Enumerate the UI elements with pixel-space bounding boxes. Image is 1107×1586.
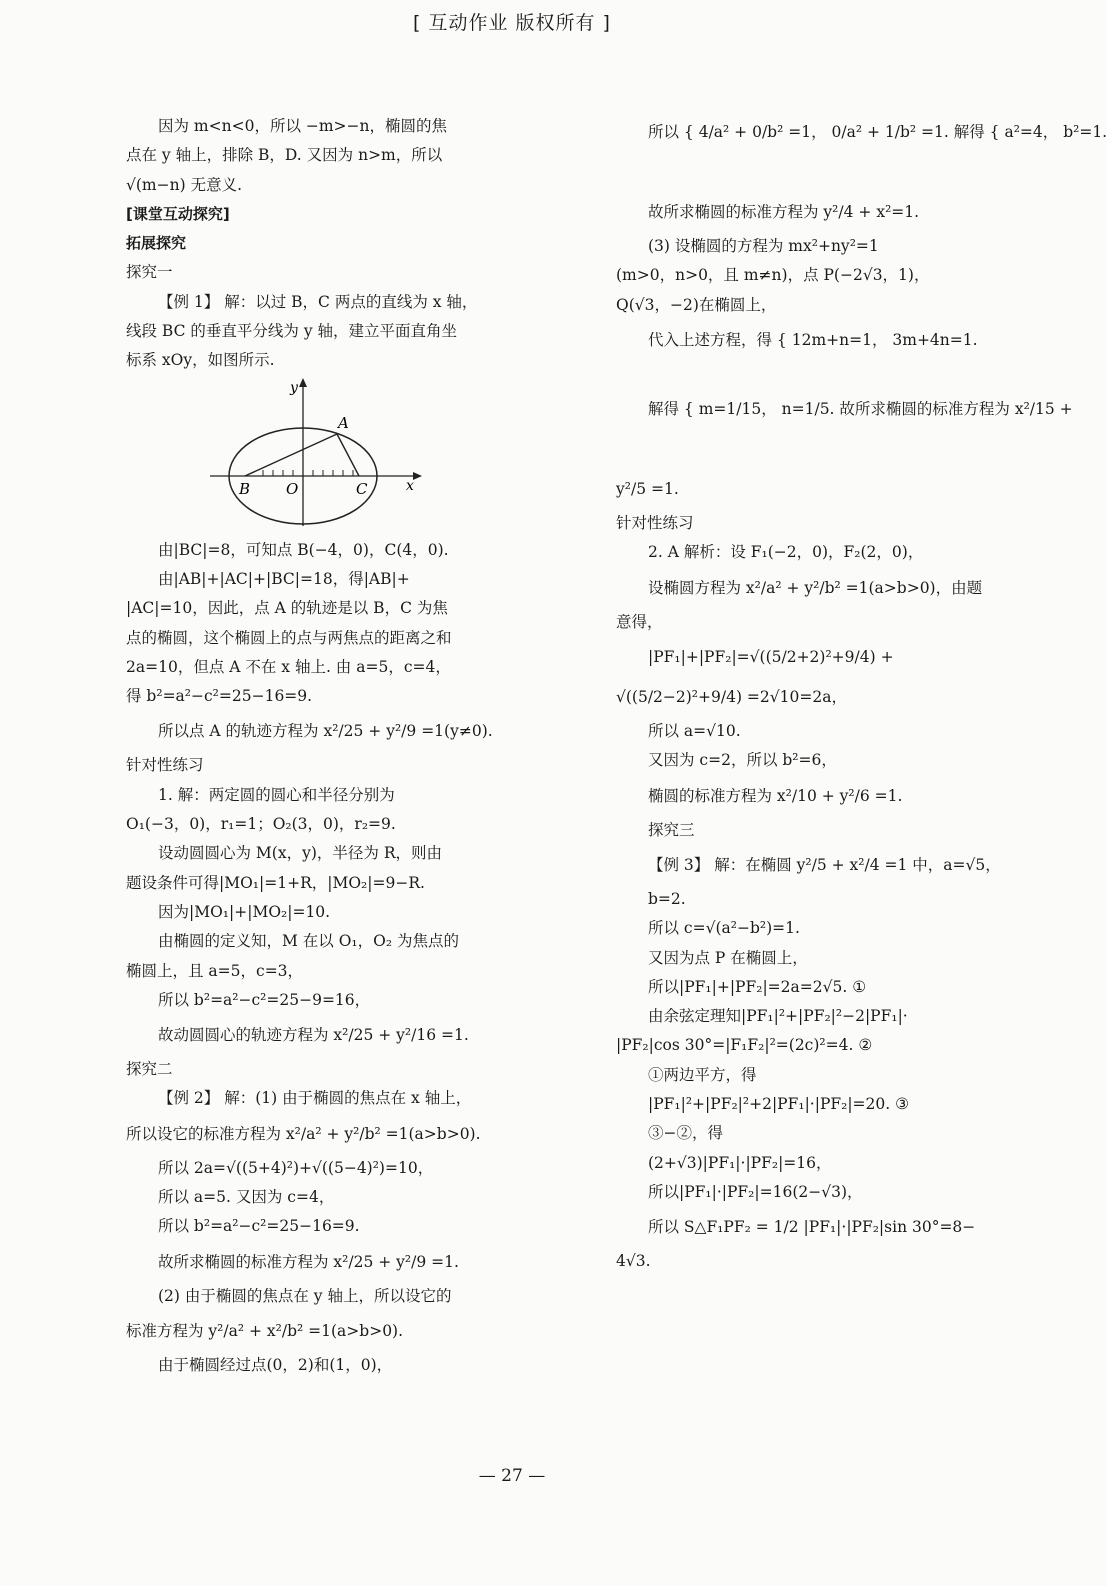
left-text-line: 针对性练习 <box>126 756 204 775</box>
right-text-line: 所以 a=√10. <box>648 722 741 741</box>
right-text-line: 探究三 <box>648 820 695 839</box>
right-text-line: Q(√3，−2)在椭圆上， <box>616 295 777 314</box>
y-axis-label: y <box>290 379 298 396</box>
right-text-line: 2. A 解析：设 F₁(−2，0)，F₂(2，0)， <box>648 543 924 562</box>
right-text-line: b=2. <box>648 889 686 908</box>
right-text-line: ①两边平方，得 <box>648 1065 757 1084</box>
page-header: [ 互动作业 版权所有 ] <box>413 12 611 34</box>
left-text-line: 因为 m<n<0，所以 −m>−n，椭圆的焦 <box>158 117 448 135</box>
left-text-line: 由|AB|+|AC|+|BC|=18，得|AB|+ <box>158 569 410 588</box>
point-c-label: C <box>356 479 368 498</box>
origin-label: O <box>286 479 299 498</box>
right-text-line: 所以 S△F₁PF₂ = 1/2 |PF₁|·|PF₂|sin 30°=8− <box>648 1218 976 1237</box>
x-axis-arrow <box>413 472 422 480</box>
left-text-line: 所以 a=5. 又因为 c=4， <box>158 1188 335 1207</box>
y-axis-arrow <box>299 378 307 387</box>
left-text-line: 由|BC|=8，可知点 B(−4，0)，C(4，0). <box>158 540 449 559</box>
right-text-line: 故所求椭圆的标准方程为 y²/4 + x²=1. <box>648 203 920 221</box>
left-text-line: 由椭圆的定义知，M 在以 O₁，O₂ 为焦点的 <box>158 932 459 951</box>
left-text-line: 点在 y 轴上，排除 B，D. 又因为 n>m，所以 <box>126 146 443 165</box>
right-text-line: 4√3. <box>616 1252 651 1271</box>
right-text-line: 针对性练习 <box>616 514 694 533</box>
right-text-line: (2+√3)|PF₁|·|PF₂|=16， <box>648 1153 832 1172</box>
left-text-line: 【例 1】 解：以过 B，C 两点的直线为 x 轴， <box>158 292 478 311</box>
left-text-line: 线段 BC 的垂直平分线为 y 轴，建立平面直角坐 <box>126 322 458 341</box>
left-text-line: |AC|=10，因此，点 A 的轨迹是以 B，C 为焦 <box>126 599 448 618</box>
point-b-label: B <box>239 479 251 498</box>
point-a-label: A <box>338 413 349 432</box>
right-text-line: |PF₁|²+|PF₂|²+2|PF₁|·|PF₂|=20. ③ <box>648 1095 910 1114</box>
left-text-line: 探究一 <box>126 263 173 282</box>
right-text-line: 代入上述方程，得 { 12m+n=1， 3m+4n=1. <box>648 330 978 349</box>
left-text-line: 标系 xOy，如图所示. <box>126 351 275 370</box>
segment-ac <box>337 434 359 476</box>
left-text-line: 【例 2】 解：(1) 由于椭圆的焦点在 x 轴上， <box>158 1089 472 1108</box>
right-text-line <box>616 152 1002 192</box>
figure-slot <box>126 376 514 536</box>
right-text-line: 设椭圆方程为 x²/a² + y²/b² =1(a>b>0)，由题 <box>648 578 983 597</box>
x-axis-label: x <box>406 477 414 494</box>
left-text-line: 因为|MO₁|+|MO₂|=10. <box>158 902 331 921</box>
left-text-line: 故所求椭圆的标准方程为 x²/25 + y²/9 =1. <box>158 1252 459 1271</box>
right-text-line: |PF₁|+|PF₂|=√((5/2+2)²+9/4) + <box>648 648 894 667</box>
right-text-line: ③−②，得 <box>648 1124 723 1143</box>
right-text-line: (3) 设椭圆的方程为 mx²+ny²=1 <box>648 237 879 255</box>
left-text-line: 所以 b²=a²−c²=25−9=16， <box>158 990 371 1009</box>
x-ticks <box>263 470 353 476</box>
left-text-line: 探究二 <box>126 1060 173 1079</box>
left-text-line: 所以设它的标准方程为 x²/a² + y²/b² =1(a>b>0). <box>126 1124 481 1143</box>
left-text-line: 所以 b²=a²−c²=25−16=9. <box>158 1217 360 1236</box>
left-text-line: [课堂互动探究] <box>126 204 230 223</box>
left-text-line: 所以 2a=√((5+4)²)+√((5−4)²)=10， <box>158 1158 434 1177</box>
page-number: — 27 — <box>478 1466 546 1486</box>
left-text-line: (2) 由于椭圆的焦点在 y 轴上，所以设它的 <box>158 1286 452 1305</box>
left-text-line: 由于椭圆经过点(0，2)和(1，0)， <box>158 1355 393 1374</box>
left-text-line: 椭圆上，且 a=5，c=3， <box>126 961 304 980</box>
right-text-line: √((5/2−2)²+9/4) =2√10=2a， <box>616 688 847 707</box>
left-text-line: 拓展探究 <box>126 234 187 253</box>
left-text-line: 1. 解：两定圆的圆心和半径分别为 <box>158 785 395 804</box>
left-text-line: O₁(−3，0)，r₁=1；O₂(3，0)，r₂=9. <box>126 815 396 834</box>
right-column <box>616 112 1107 1277</box>
right-text-line <box>616 360 1002 389</box>
left-text-line: 故动圆圆心的轨迹方程为 x²/25 + y²/16 =1. <box>158 1026 469 1045</box>
right-text-line: 意得， <box>616 612 663 631</box>
right-text-line: 所以 { 4/a² + 0/b² =1， 0/a² + 1/b² =1. 解得 { a²=4， b²=1. <box>648 123 1107 141</box>
right-text-line: |PF₂|cos 30°=|F₁F₂|²=(2c)²=4. ② <box>616 1036 873 1055</box>
right-text-line: (m>0，n>0，且 m≠n)，点 P(−2√3，1)， <box>616 266 930 285</box>
left-text-line: 得 b²=a²−c²=25−16=9. <box>126 687 313 706</box>
left-text-line: 点的椭圆，这个椭圆上的点与两焦点的距离之和 <box>126 628 452 647</box>
right-text-line: 又因为 c=2，所以 b²=6， <box>648 751 837 770</box>
left-text-line: 题设条件可得|MO₁|=1+R，|MO₂|=9−R. <box>126 873 425 892</box>
right-text-line: 所以 c=√(a²−b²)=1. <box>648 919 800 938</box>
left-text-line: √(m−n) 无意义. <box>126 175 242 194</box>
segment-ba <box>245 434 337 476</box>
right-text-line: 解得 { m=1/15， n=1/5. 故所求椭圆的标准方程为 x²/15 + <box>648 400 1073 419</box>
right-text-line: 由余弦定理知|PF₁|²+|PF₂|²−2|PF₁|· <box>648 1007 908 1026</box>
right-text-line: 椭圆的标准方程为 x²/10 + y²/6 =1. <box>648 786 903 805</box>
ellipse-figure <box>210 376 440 526</box>
right-text-line: y²/5 =1. <box>616 480 679 499</box>
right-text-line: 【例 3】 解：在椭圆 y²/5 + x²/4 =1 中，a=√5， <box>648 855 1001 874</box>
left-text-line: 设动圆圆心为 M(x，y)，半径为 R，则由 <box>158 844 442 863</box>
left-text-line: 所以点 A 的轨迹方程为 x²/25 + y²/9 =1(y≠0). <box>158 722 493 741</box>
right-text-line: 所以|PF₁|+|PF₂|=2a=2√5. ① <box>648 977 867 996</box>
left-column <box>126 112 514 1380</box>
left-text-line: 标准方程为 y²/a² + x²/b² =1(a>b>0). <box>126 1321 404 1340</box>
right-text-line <box>616 429 1002 469</box>
left-text-line: 2a=10，但点 A 不在 x 轴上. 由 a=5，c=4， <box>126 657 451 676</box>
right-text-line: 又因为点 P 在椭圆上， <box>648 948 808 967</box>
right-text-line: 所以|PF₁|·|PF₂|=16(2−√3)， <box>648 1182 863 1201</box>
